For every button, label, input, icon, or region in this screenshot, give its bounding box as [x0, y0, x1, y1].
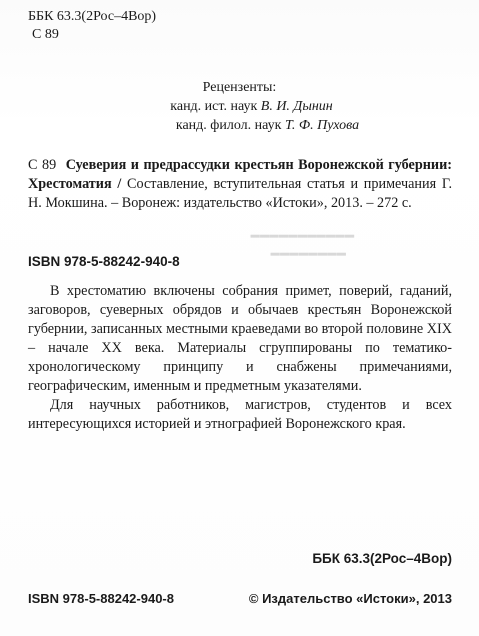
bbk-code: ББК 63.3(2Рос–4Вор) [28, 9, 157, 24]
show-through-text: ━━━━━━━━ [270, 246, 346, 262]
show-through-text: ━━━━━━━━━━━ [250, 228, 354, 244]
reviewer-1-degree: канд. ист. наук [170, 99, 258, 114]
annotation-paragraph-2: Для научных работников, магистров, студентов и всех интересующихся историей и этнографией Воронежского края. [28, 397, 452, 432]
bbk-footer: ББК 63.3(2Рос–4Вор) [312, 551, 452, 566]
reviewer-1 [0, 97, 479, 116]
author-code: С 89 [32, 27, 59, 42]
reviewer-1-name: В. И. Дынин [260, 99, 333, 114]
catalog-entry [28, 156, 452, 213]
reviewer-2-degree: канд. филол. наук [175, 118, 282, 133]
reviewers-heading: Рецензенты: [202, 80, 277, 95]
reviewer-2-name: Т. Ф. Пухова [284, 118, 360, 133]
catalog-details: Составление, вступительная статья и примечания Г. Н. Мокшина. – Воронеж: издательство «Истоки», 2013. – 272 с. [28, 176, 453, 211]
annotation [28, 282, 452, 434]
copyright-notice: © Издательство «Истоки», 2013 [248, 591, 452, 606]
isbn-main: ISBN 978-5-88242-940-8 [28, 254, 180, 269]
reviewer-2 [0, 116, 479, 135]
isbn-footer: ISBN 978-5-88242-940-8 [28, 591, 174, 606]
catalog-title: Суеверия и предрассудки крестьян Воронежской губернии: Хрестоматия / [28, 157, 452, 192]
catalog-code: С 89 [28, 157, 57, 173]
bbk-classification [28, 8, 156, 44]
annotation-paragraph-1: В хрестоматию включены собрания примет, поверий, гаданий, заговоров, суеверных обрядов и обычаев крестьян Воронежской губернии, записанных местными краеведами во второй половине XIX – начале XX века. Материалы сгруппированы по тематико-хронологическому принципу и снабжены примечаниями, географическим, именным и предметным указателями. [28, 283, 452, 394]
